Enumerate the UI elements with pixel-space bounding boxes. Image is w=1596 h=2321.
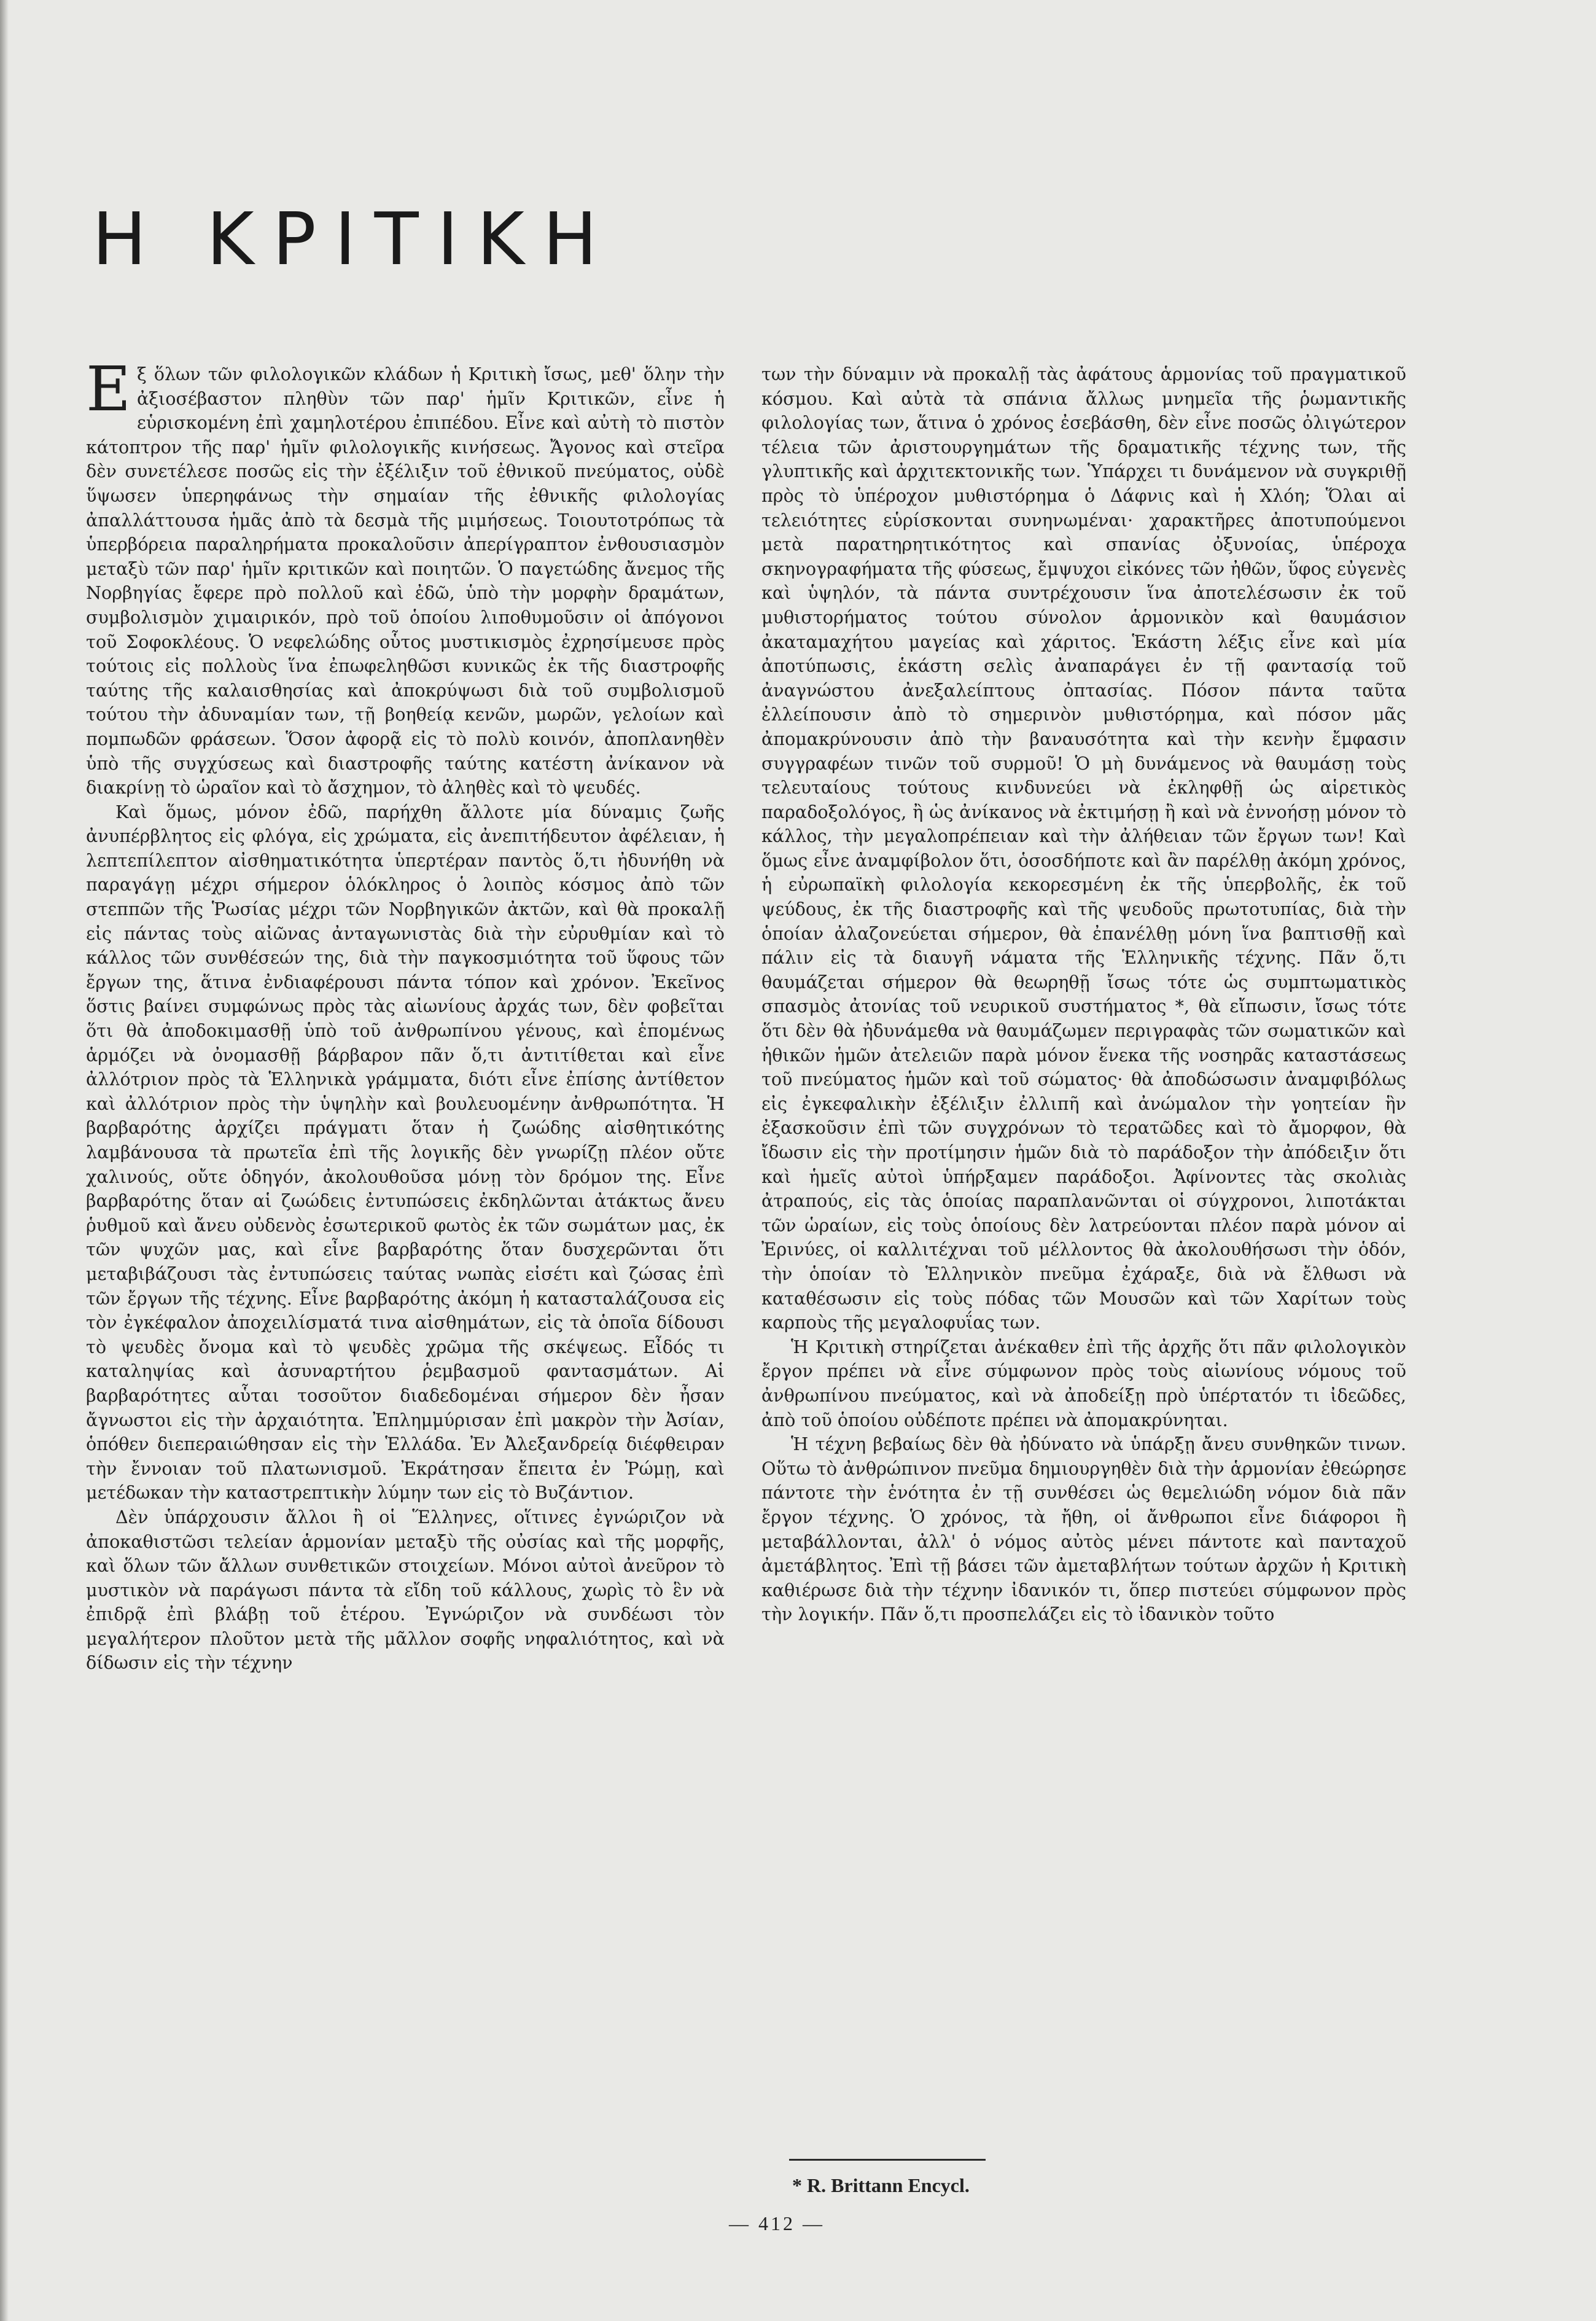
footnote-divider — [789, 2159, 986, 2161]
page-number: — 412 — — [729, 2212, 825, 2234]
paragraph: Δὲν ὑπάρχουσιν ἄλλοι ἢ οἱ Ἕλληνες, οἵτινες ἐγνώριζον νὰ ἀποκαθιστῶσι τελείαν ἁρμονίαν μεταξὺ τῆς οὐσίας καὶ τῆς μορφῆς, καὶ ὅλων τῶν ἄλλων συνθετικῶν στοιχείων. Μόνοι αὐτοὶ ἀνεῦρον τὸ μυστικὸν νὰ παράγωσι πάντα τὰ εἴδη τοῦ κάλλους, χωρὶς τὸ ἓν νὰ ἐπιδρᾷ ἐπὶ βλάβῃ τοῦ ἑτέρου. Ἐγνώριζον νὰ συνδέωσι τὸν μεγαλήτερον πλοῦτον μετὰ τῆς μᾶλλον σοφῆς νηφαλιότητος, καὶ νὰ δίδωσιν εἰς τὴν τέχνην — [86, 1506, 725, 1674]
paragraph — [86, 353, 725, 800]
paragraph: Ἡ τέχνη βεβαίως δὲν θὰ ἠδύνατο νὰ ὑπάρξῃ ἄνευ συνθηκῶν τινων. Οὕτω τὸ ἀνθρώπινον πνεῦμα δημιουργηθὲν διὰ τὴν ἁρμονίαν ἐθεώρησε πάντοτε τὴν ἑνότητα ἐν τῇ συνθέσει ὡς θεμελιώδη νόμον διὰ πᾶν ἔργον τέχνης. Ὁ χρόνος, τὰ ἤθη, οἱ ἄνθρωποι εἶνε διάφοροι ἢ μεταβάλλονται, ἀλλ' ὁ νόμος αὐτὸς μένει πάντοτε καὶ πανταχοῦ ἀμετάβλητος. Ἐπὶ τῇ βάσει τῶν ἀμεταβλήτων τούτων ἀρχῶν ἡ Κριτικὴ καθιέρωσε διὰ τὴν τέχνην ἰδανικόν τι, ὅπερ πιστεύει σύμφωνον πρὸς τὴν λογικήν. Πᾶν ὅ,τι προσπελάζει εἰς τὸ ἰδανικὸν τοῦτο — [761, 1434, 1406, 1625]
footnote: * R. Brittann Encycl. — [792, 2174, 970, 2196]
article-title: Η ΚΡΙΤΙΚΗ — [92, 197, 616, 281]
paragraph: Ἡ Κριτικὴ στηρίζεται ἀνέκαθεν ἐπὶ τῆς ἀρχῆς ὅτι πᾶν φιλολογικὸν ἔργον πρέπει νὰ εἶνε σύμφωνον πρὸς τοὺς αἰωνίους νόμους τοῦ ἀνθρωπίνου πνεύματος, καὶ νὰ ἀποδείξῃ πρὸ ὑπέρτατόν τι ἰδεῶδες, ἀπὸ τοῦ ὁποίου οὐδέποτε πρέπει νὰ ἀπομακρύνηται. — [761, 1336, 1406, 1430]
paragraph: Καὶ ὅμως, μόνον ἐδῶ, παρήχθη ἄλλοτε μία δύναμις ζωῆς ἀνυπέρβλητος εἰς φλόγα, εἰς χρώματα, εἰς ἀνεπιτήδευτον ἀφέλειαν, ἡ λεπτεπίλεπτον αἰσθηματικότητα ὑπερτέραν παντὸς ὅ,τι ἠδυνήθη νὰ παραγάγῃ μέχρι σήμερον ὁλόκληρος ὁ λοιπὸς κόσμος ἀπὸ τῶν στεππῶν τῆς Ῥωσίας μέχρι τῶν Νορβηγικῶν ἀκτῶν, καὶ θὰ προκαλῇ εἰς πάντας τοὺς αἰῶνας ἀνταγωνιστὰς διὰ τὴν εὐρυθμίαν καὶ τὸ κάλλος τῶν συνθέσεών της, διὰ τὴν παγκοσμιότητα τοῦ ὕφους τῶν ἔργων της, ἅτινα ἐνδιαφέρουσι πάντα τόπον καὶ χρόνον. Ἐκεῖνος ὅστις βαίνει συμφώνως πρὸς τὰς αἰωνίους ἀρχάς των, δὲν φοβεῖται ὅτι θὰ ἀποδοκιμασθῇ ὑπὸ τοῦ ἀνθρωπίνου γένους, καὶ ἑπομένως ἁρμόζει νὰ ὀνομασθῇ βάρβαρον πᾶν ὅ,τι ἀντιτίθεται καὶ εἶνε ἀλλότριον πρὸς τὰ Ἑλληνικὰ γράμματα, διότι εἶνε ἐπίσης ἀντίθετον καὶ ἀλλότριον πρὸς τὴν ὑψηλὴν καὶ βουλευομένην ἀνθρωπότητα. Ἡ βαρβαρότης ἀρχίζει πράγματι ὅταν ἡ ζωώδης αἰσθητικότης λαμβάνουσα τὰ πρωτεῖα ἐπὶ τῆς λογικῆς δὲν γνωρίζῃ πλέον οὔτε χαλινούς, οὔτε ὁδηγόν, ἀκολουθοῦσα μόνῃ τὸν δρόμον της. Εἶνε βαρβαρότης ὅταν αἱ ζωώδεις ἐντυπώσεις ἐκδηλῶνται ἀτάκτως ἄνευ ῥυθμοῦ καὶ ἄνευ οὐδενὸς ἐσωτερικοῦ φωτὸς ἐκ τῶν σωμάτων μας, ἐκ τῶν ψυχῶν μας, καὶ εἶνε βαρβαρότης ὅταν δυσχερῶνται ὅτι μεταβιβάζουσι τὰς ἐντυπώσεις ταύτας νωπὰς εἰσέτι καὶ ζώσας ἐπὶ τῶν ἔργων τῆς τέχνης. Εἶνε βαρβαρότης ἀκόμη ἡ κατασταλάζουσα εἰς τὸν ἐγκέφαλον ἀποχειλίσματά τινα αἰσθημάτων, εἰς τὰ ὁποῖα δίδουσι τὸ ψευδὲς ὄνομα καὶ τὸ ψευδὲς χρῶμα τῆς σκέψεως. Εἶδός τι καταληψίας καὶ ἀσυναρτήτου ῥεμβασμοῦ φαντασμάτων. Αἱ βαρβαρότητες αὗται τοσοῦτον διαδεδομέναι σήμερον δὲν ἦσαν ἄγνωστοι εἰς τὴν ἀρχαιότητα. Ἐπλημμύρισαν ἐπὶ μακρὸν τὴν Ἀσίαν, ὁπόθεν διεπεραιώθησαν εἰς τὴν Ἑλλάδα. Ἐν Ἀλεξανδρείᾳ διέφθειραν τὴν ἔννοιαν τοῦ πλατωνισμοῦ. Ἐκράτησαν ἔπειτα ἐν Ῥώμῃ, καὶ μετέδωκαν τὴν καταστρεπτικὴν λύμην των εἰς τὸ Βυζάντιον. — [86, 801, 725, 1504]
left-text-column — [86, 353, 725, 1675]
page-gutter-shadow — [0, 0, 9, 2321]
right-text-column — [761, 362, 1406, 1627]
paragraph: των τὴν δύναμιν νὰ προκαλῇ τὰς ἀφάτους ἁρμονίας τοῦ πραγματικοῦ κόσμου. Καὶ αὐτὰ τὰ σπάνια ἄλλως μνημεῖα τῆς ῥωμαντικῆς φιλολογίας των, ἅτινα ὁ χρόνος ἐσεβάσθη, δὲν εἶνε ποσῶς ὀλιγώτερον τέλεια τῶν ἀριστουργημάτων τῆς δραματικῆς τέχνης των, τῆς γλυπτικῆς καὶ ἀρχιτεκτονικῆς των. Ὑπάρχει τι δυνάμενον νὰ συγκριθῇ πρὸς τὸ ὑπέροχον μυθιστόρημα ὁ Δάφνις καὶ ἡ Χλόη; Ὅλαι αἱ τελειότητες εὑρίσκονται συνηνωμέναι· χαρακτῆρες ἀποτυπούμενοι μετὰ παρατηρητικότητος καὶ σπανίας ὀξυνοίας, ὑπέροχα σκηνογραφήματα τῆς φύσεως, ἔμψυχοι εἰκόνες τῶν ἠθῶν, ὕφος εὐγενὲς καὶ ὑψηλόν, τὰ πάντα συντρέχουσιν ἵνα ἀποτελέσωσιν ἐκ τοῦ μυθιστορήματος τούτου σύνολον ἁρμονικὸν καὶ θαυμάσιον ἀκαταμαχήτου μαγείας καὶ χάριτος. Ἑκάστη λέξις εἶνε καὶ μία ἀποτύπωσις, ἑκάστη σελὶς ἀναπαράγει ἐν τῇ φαντασίᾳ τοῦ ἀναγνώστου ἀνεξαλείπτους ὀπτασίας. Πόσον πάντα ταῦτα ἐλλείπουσιν ἀπὸ τὸ σημερινὸν μυθιστόρημα, καὶ πόσον μᾶς ἀπομακρύνουσιν ἀπὸ τὴν βαναυσότητα καὶ τὴν κενὴν ἔμφασιν συγγραφέων τινῶν τοῦ συρμοῦ! Ὁ μὴ δυνάμενος νὰ θαυμάσῃ τοὺς τελευταίους τούτους κινδυνεύει νὰ ἐκληφθῇ ὡς αἱρετικὸς παραδοξολόγος, ἢ ὡς ἀνίκανος νὰ ἐκτιμήσῃ ἢ καὶ νὰ ἐννοήσῃ μόνον τὸ κάλλος, τὴν μεγαλοπρέπειαν καὶ τὴν ἀλήθειαν τῶν ἔργων των! Καὶ ὅμως εἶνε ἀναμφίβολον ὅτι, ὁσοσδήποτε καὶ ἂν παρέλθῃ ἀκόμη χρόνος, ἡ εὐρωπαϊκὴ φιλολογία κεκορεσμένη ἐκ τῆς ὑπερβολῆς, ἐκ τοῦ ψεύδους, ἐκ τῆς διαστροφῆς καὶ τῆς ψευδοῦς πρωτοτυπίας, διὰ τὴν ὁποίαν ἀλαζονεύεται σήμερον, θὰ ἐπανέλθῃ μόνη ἵνα βαπτισθῇ καὶ πάλιν εἰς τὰ διαυγῆ νάματα τῆς Ἑλληνικῆς τέχνης. Πᾶν ὅ,τι θαυμάζεται σήμερον θὰ θεωρηθῇ ἴσως τότε ὡς συμπτωματικὸς σπασμὸς ἀτονίας τοῦ νευρικοῦ συστήματος *, θὰ εἴπωσιν, ἴσως τότε ὅτι δὲν θὰ ἠδυνάμεθα νὰ θαυμάζωμεν περιγραφὰς τῶν σωματικῶν καὶ ἠθικῶν ἡμῶν ἀτελειῶν παρὰ μόνον ἕνεκα τῆς νοσηρᾶς καταστάσεως τοῦ πνεύματος ἡμῶν καὶ τοῦ σώματος· θὰ ἀποδώσωσιν ἀναμφιβόλως εἰς ἐγκεφαλικὴν ἐξέλιξιν ἐλλιπῆ καὶ ἀνώμαλον τὴν γοητείαν ἣν ἐξασκοῦσιν ἐπὶ τῶν συγχρόνων τὸ τερατῶδες καὶ τὸ ἄμορφον, θὰ ἴδωσιν εἰς τὴν προτίμησιν ἡμῶν διὰ τὸ παράδοξον τὴν ἀπόδειξιν ὅτι καὶ ἡμεῖς αὐτοὶ ὑπήρξαμεν παράδοξοι. Ἀφίνοντες τὰς σκολιὰς ἀτραπούς, εἰς τὰς ὁποίας παραπλανῶνται οἱ σύγχρονοι, λιποτάκται τῶν ὡραίων, εἰς τοὺς ὁποίους δὲν λατρεύονται πλέον παρὰ μόνον αἱ Ἐρινύες, οἱ καλλιτέχναι τοῦ μέλλοντος θὰ ἀκολουθήσωσι τὴν ὁδόν, τὴν ὁποίαν τὸ Ἑλληνικὸν πνεῦμα ἐχάραξε, διὰ νὰ ἔλθωσι νὰ καταθέσωσιν εἰς τοὺς πόδας τῶν Μουσῶν καὶ τῶν Χαρίτων τοὺς καρποὺς τῆς μεγαλοφυΐας των. — [761, 364, 1406, 1333]
paragraph-text: ξ ὅλων τῶν φιλολογικῶν κλάδων ἡ Κριτικὴ ἴσως, μεθ' ὅλην τὴν ἀξιοσέβαστον πληθὺν τῶν παρ' ἡμῖν Κριτικῶν, εἶνε ἡ εὑρισκομένη ἐπὶ χαμηλοτέρου ἐπιπέδου. Εἶνε καὶ αὐτὴ τὸ πιστὸν κάτοπτρον τῆς παρ' ἡμῖν φιλολογικῆς κινήσεως. Ἄγονος καὶ στεῖρα δὲν συνετέλεσε ποσῶς εἰς τὴν ἐξέλιξιν τοῦ ἐθνικοῦ πνεύματος, οὐδὲ ὕψωσεν ὑπερηφάνως τὴν σημαίαν τῆς ἐθνικῆς φιλολογίας ἀπαλλάττουσα ἡμᾶς ἀπὸ τὰ δεσμὰ τῆς μιμήσεως. Τοιουτοτρόπως τὰ ὑπερβόρεια παραληρήματα προκαλοῦσιν ἀπερίγραπτον ἐνθουσιασμὸν μεταξὺ τῶν παρ' ἡμῖν κριτικῶν καὶ ποιητῶν. Ὁ παγετώδης ἄνεμος τῆς Νορβηγίας ἔφερε πρὸ πολλοῦ καὶ ἐδῶ, ὑπὸ τὴν μορφὴν δραμάτων, συμβολισμὸν χιμαιρικόν, πρὸ τοῦ ὁποίου λιποθυμοῦσιν οἱ ἀπόγονοι τοῦ Σοφοκλέους. Ὁ νεφελώδης οὗτος μυστικισμὸς ἐχρησίμευσε πρὸς τούτοις εἰς πολλοὺς ἵνα ἐπωφεληθῶσι κυνικῶς ἐκ τῆς διαστροφῆς ταύτης τῆς καλαισθησίας καὶ ἀποκρύψωσι διὰ τοῦ συμβολισμοῦ τούτου τὴν ἀδυναμίαν των, τῇ βοηθείᾳ κενῶν, μωρῶν, γελοίων καὶ πομπωδῶν φράσεων. Ὅσον ἀφορᾷ εἰς τὸ πολὺ κοινόν, ἀποπλανηθὲν ὑπὸ τῆς συγχύσεως καὶ διαστροφῆς ταύτης κατέστη ἀνίκανον νὰ διακρίνῃ τὸ ὡραῖον καὶ τὸ ἄσχημον, τὸ ἀληθὲς καὶ τὸ ψευδές. — [86, 364, 725, 798]
drop-cap: Ε — [86, 353, 131, 425]
